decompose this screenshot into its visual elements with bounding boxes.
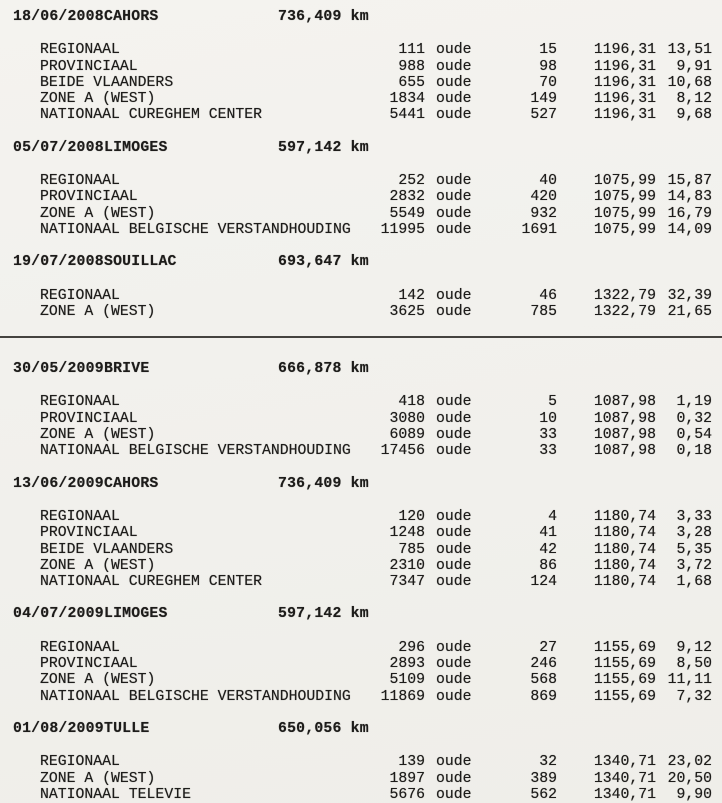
result-birds-unit: oude bbox=[436, 427, 472, 444]
result-birds-count: 11869 bbox=[380, 688, 425, 705]
result-birds-count: 3625 bbox=[389, 303, 425, 320]
race-rows bbox=[0, 640, 722, 705]
result-prizes: 32 bbox=[539, 754, 557, 771]
result-row bbox=[0, 107, 722, 123]
race-date: 19/07/2008 bbox=[13, 254, 104, 271]
result-birds-count: 655 bbox=[398, 74, 425, 91]
race-distance: 650,056 km bbox=[278, 720, 369, 737]
race-block bbox=[0, 361, 722, 459]
result-prizes: 27 bbox=[539, 639, 557, 656]
result-birds-count: 5109 bbox=[389, 672, 425, 689]
result-coefficient: 9,91 bbox=[676, 58, 712, 75]
result-coefficient: 8,12 bbox=[676, 91, 712, 108]
result-speed: 1075,99 bbox=[593, 205, 656, 222]
result-level: REGIONAAL bbox=[40, 639, 120, 656]
result-speed: 1155,69 bbox=[593, 639, 656, 656]
result-birds-count: 142 bbox=[398, 287, 425, 304]
result-speed: 1322,79 bbox=[593, 303, 656, 320]
result-row bbox=[0, 42, 722, 58]
result-level: NATIONAAL CUREGHEM CENTER bbox=[40, 574, 262, 591]
result-level: ZONE A (WEST) bbox=[40, 427, 156, 444]
result-prizes: 527 bbox=[530, 107, 557, 124]
race-header bbox=[0, 361, 722, 377]
race-header bbox=[0, 254, 722, 270]
result-birds-unit: oude bbox=[436, 221, 472, 238]
race-block bbox=[0, 476, 722, 591]
result-coefficient: 14,09 bbox=[667, 221, 712, 238]
race-header bbox=[0, 9, 722, 25]
result-speed: 1180,74 bbox=[593, 574, 656, 591]
result-coefficient: 32,39 bbox=[667, 287, 712, 304]
result-birds-count: 5441 bbox=[389, 107, 425, 124]
result-speed: 1155,69 bbox=[593, 688, 656, 705]
result-coefficient: 5,35 bbox=[676, 541, 712, 558]
result-level: REGIONAAL bbox=[40, 754, 120, 771]
result-prizes: 70 bbox=[539, 74, 557, 91]
result-coefficient: 1,19 bbox=[676, 394, 712, 411]
result-speed: 1075,99 bbox=[593, 189, 656, 206]
race-location: SOUILLAC bbox=[104, 254, 177, 271]
race-distance: 597,142 km bbox=[278, 606, 369, 623]
result-level: ZONE A (WEST) bbox=[40, 672, 156, 689]
result-prizes: 389 bbox=[530, 770, 557, 787]
result-speed: 1340,71 bbox=[593, 786, 656, 803]
result-birds-unit: oude bbox=[436, 557, 472, 574]
result-coefficient: 16,79 bbox=[667, 205, 712, 222]
result-birds-unit: oude bbox=[436, 508, 472, 525]
result-birds-unit: oude bbox=[436, 287, 472, 304]
result-coefficient: 15,87 bbox=[667, 173, 712, 190]
result-level: BEIDE VLAANDERS bbox=[40, 541, 174, 558]
result-prizes: 932 bbox=[530, 205, 557, 222]
result-level: REGIONAAL bbox=[40, 173, 120, 190]
result-birds-count: 785 bbox=[398, 541, 425, 558]
result-birds-count: 2310 bbox=[389, 557, 425, 574]
result-row bbox=[0, 59, 722, 75]
result-row bbox=[0, 787, 722, 803]
result-speed: 1075,99 bbox=[593, 173, 656, 190]
result-level: PROVINCIAAL bbox=[40, 656, 138, 673]
result-birds-unit: oude bbox=[436, 42, 472, 59]
result-coefficient: 11,11 bbox=[667, 672, 712, 689]
result-birds-unit: oude bbox=[436, 91, 472, 108]
result-birds-count: 296 bbox=[398, 639, 425, 656]
result-prizes: 40 bbox=[539, 173, 557, 190]
result-birds-count: 252 bbox=[398, 173, 425, 190]
race-block bbox=[0, 721, 722, 803]
result-coefficient: 10,68 bbox=[667, 74, 712, 91]
result-level: REGIONAAL bbox=[40, 287, 120, 304]
result-birds-count: 5549 bbox=[389, 205, 425, 222]
result-speed: 1087,98 bbox=[593, 443, 656, 460]
result-level: REGIONAAL bbox=[40, 42, 120, 59]
result-birds-count: 6089 bbox=[389, 427, 425, 444]
race-date: 13/06/2009 bbox=[13, 475, 104, 492]
result-row bbox=[0, 754, 722, 770]
result-coefficient: 13,51 bbox=[667, 42, 712, 59]
result-birds-count: 988 bbox=[398, 58, 425, 75]
result-row bbox=[0, 304, 722, 320]
result-birds-unit: oude bbox=[436, 786, 472, 803]
result-row bbox=[0, 394, 722, 410]
result-row bbox=[0, 640, 722, 656]
result-prizes: 15 bbox=[539, 42, 557, 59]
race-location: BRIVE bbox=[104, 361, 150, 378]
race-header bbox=[0, 476, 722, 492]
result-birds-unit: oude bbox=[436, 754, 472, 771]
result-birds-unit: oude bbox=[436, 303, 472, 320]
result-speed: 1087,98 bbox=[593, 394, 656, 411]
result-coefficient: 9,68 bbox=[676, 107, 712, 124]
race-location: CAHORS bbox=[104, 9, 159, 25]
result-coefficient: 0,54 bbox=[676, 427, 712, 444]
result-prizes: 869 bbox=[530, 688, 557, 705]
result-coefficient: 14,83 bbox=[667, 189, 712, 206]
race-rows bbox=[0, 509, 722, 590]
result-birds-count: 7347 bbox=[389, 574, 425, 591]
result-level: ZONE A (WEST) bbox=[40, 205, 156, 222]
result-birds-count: 5676 bbox=[389, 786, 425, 803]
result-birds-count: 111 bbox=[398, 42, 425, 59]
result-prizes: 41 bbox=[539, 525, 557, 542]
result-row bbox=[0, 771, 722, 787]
result-coefficient: 3,33 bbox=[676, 508, 712, 525]
result-speed: 1155,69 bbox=[593, 656, 656, 673]
result-birds-unit: oude bbox=[436, 574, 472, 591]
race-distance: 736,409 km bbox=[278, 9, 369, 25]
result-prizes: 246 bbox=[530, 656, 557, 673]
race-distance: 666,878 km bbox=[278, 361, 369, 378]
result-speed: 1180,74 bbox=[593, 508, 656, 525]
result-level: PROVINCIAAL bbox=[40, 525, 138, 542]
result-coefficient: 1,68 bbox=[676, 574, 712, 591]
result-prizes: 124 bbox=[530, 574, 557, 591]
race-distance: 693,647 km bbox=[278, 254, 369, 271]
result-row bbox=[0, 206, 722, 222]
result-coefficient: 7,32 bbox=[676, 688, 712, 705]
result-speed: 1340,71 bbox=[593, 754, 656, 771]
result-row bbox=[0, 91, 722, 107]
result-birds-unit: oude bbox=[436, 656, 472, 673]
result-birds-count: 3080 bbox=[389, 410, 425, 427]
result-coefficient: 3,28 bbox=[676, 525, 712, 542]
result-coefficient: 8,50 bbox=[676, 656, 712, 673]
race-header bbox=[0, 721, 722, 737]
result-birds-unit: oude bbox=[436, 688, 472, 705]
result-coefficient: 0,32 bbox=[676, 410, 712, 427]
result-speed: 1180,74 bbox=[593, 541, 656, 558]
result-birds-count: 17456 bbox=[380, 443, 425, 460]
result-birds-unit: oude bbox=[436, 394, 472, 411]
result-row bbox=[0, 173, 722, 189]
result-row bbox=[0, 75, 722, 91]
result-row bbox=[0, 189, 722, 205]
result-speed: 1180,74 bbox=[593, 557, 656, 574]
result-speed: 1196,31 bbox=[593, 91, 656, 108]
result-row bbox=[0, 509, 722, 525]
result-prizes: 420 bbox=[530, 189, 557, 206]
result-prizes: 33 bbox=[539, 427, 557, 444]
result-coefficient: 9,90 bbox=[676, 786, 712, 803]
result-level: NATIONAAL CUREGHEM CENTER bbox=[40, 107, 262, 124]
result-birds-count: 120 bbox=[398, 508, 425, 525]
result-speed: 1196,31 bbox=[593, 42, 656, 59]
result-prizes: 785 bbox=[530, 303, 557, 320]
result-prizes: 98 bbox=[539, 58, 557, 75]
result-row bbox=[0, 411, 722, 427]
result-row bbox=[0, 222, 722, 238]
result-speed: 1322,79 bbox=[593, 287, 656, 304]
race-rows bbox=[0, 394, 722, 459]
race-date: 04/07/2009 bbox=[13, 606, 104, 623]
result-prizes: 42 bbox=[539, 541, 557, 558]
result-birds-unit: oude bbox=[436, 525, 472, 542]
race-date: 30/05/2009 bbox=[13, 361, 104, 378]
result-birds-unit: oude bbox=[436, 672, 472, 689]
result-speed: 1087,98 bbox=[593, 410, 656, 427]
result-speed: 1196,31 bbox=[593, 58, 656, 75]
result-prizes: 568 bbox=[530, 672, 557, 689]
race-rows bbox=[0, 42, 722, 123]
result-level: NATIONAAL BELGISCHE VERSTANDHOUDING bbox=[40, 688, 351, 705]
result-birds-count: 11995 bbox=[380, 221, 425, 238]
race-distance: 597,142 km bbox=[278, 139, 369, 156]
result-birds-unit: oude bbox=[436, 107, 472, 124]
result-birds-count: 139 bbox=[398, 754, 425, 771]
result-prizes: 4 bbox=[548, 508, 557, 525]
result-birds-unit: oude bbox=[436, 205, 472, 222]
result-birds-unit: oude bbox=[436, 410, 472, 427]
result-birds-unit: oude bbox=[436, 173, 472, 190]
result-prizes: 10 bbox=[539, 410, 557, 427]
result-birds-count: 2893 bbox=[389, 656, 425, 673]
result-birds-count: 1834 bbox=[389, 91, 425, 108]
result-speed: 1180,74 bbox=[593, 525, 656, 542]
result-birds-unit: oude bbox=[436, 74, 472, 91]
result-speed: 1340,71 bbox=[593, 770, 656, 787]
result-level: PROVINCIAAL bbox=[40, 410, 138, 427]
result-birds-count: 2832 bbox=[389, 189, 425, 206]
result-coefficient: 21,65 bbox=[667, 303, 712, 320]
result-prizes: 33 bbox=[539, 443, 557, 460]
result-coefficient: 9,12 bbox=[676, 639, 712, 656]
race-header bbox=[0, 140, 722, 156]
result-level: ZONE A (WEST) bbox=[40, 557, 156, 574]
result-birds-count: 1897 bbox=[389, 770, 425, 787]
result-speed: 1196,31 bbox=[593, 74, 656, 91]
result-coefficient: 3,72 bbox=[676, 557, 712, 574]
race-block bbox=[0, 606, 722, 704]
race-date: 18/06/2008 bbox=[13, 9, 104, 25]
race-header bbox=[0, 606, 722, 622]
race-date: 05/07/2008 bbox=[13, 139, 104, 156]
race-rows bbox=[0, 288, 722, 321]
race-rows bbox=[0, 173, 722, 238]
result-birds-count: 418 bbox=[398, 394, 425, 411]
race-location: LIMOGES bbox=[104, 606, 168, 623]
result-birds-unit: oude bbox=[436, 58, 472, 75]
result-row bbox=[0, 689, 722, 705]
result-level: REGIONAAL bbox=[40, 394, 120, 411]
result-speed: 1087,98 bbox=[593, 427, 656, 444]
result-birds-unit: oude bbox=[436, 189, 472, 206]
race-block bbox=[0, 9, 722, 124]
race-location: TULLE bbox=[104, 720, 150, 737]
result-prizes: 562 bbox=[530, 786, 557, 803]
result-birds-unit: oude bbox=[436, 639, 472, 656]
result-level: ZONE A (WEST) bbox=[40, 303, 156, 320]
result-level: PROVINCIAAL bbox=[40, 58, 138, 75]
result-prizes: 149 bbox=[530, 91, 557, 108]
result-coefficient: 20,50 bbox=[667, 770, 712, 787]
result-row bbox=[0, 443, 722, 459]
result-prizes: 46 bbox=[539, 287, 557, 304]
result-birds-unit: oude bbox=[436, 443, 472, 460]
race-date: 01/08/2009 bbox=[13, 720, 104, 737]
race-location: LIMOGES bbox=[104, 139, 168, 156]
section-divider bbox=[0, 336, 722, 338]
result-level: PROVINCIAAL bbox=[40, 189, 138, 206]
race-block bbox=[0, 140, 722, 238]
result-birds-unit: oude bbox=[436, 541, 472, 558]
race-location: CAHORS bbox=[104, 475, 159, 492]
result-level: REGIONAAL bbox=[40, 508, 120, 525]
result-birds-count: 1248 bbox=[389, 525, 425, 542]
result-level: BEIDE VLAANDERS bbox=[40, 74, 174, 91]
result-speed: 1196,31 bbox=[593, 107, 656, 124]
result-row bbox=[0, 525, 722, 541]
race-rows bbox=[0, 754, 722, 803]
result-coefficient: 23,02 bbox=[667, 754, 712, 771]
result-row bbox=[0, 288, 722, 304]
result-level: NATIONAAL BELGISCHE VERSTANDHOUDING bbox=[40, 443, 351, 460]
result-row bbox=[0, 656, 722, 672]
result-row bbox=[0, 542, 722, 558]
result-speed: 1075,99 bbox=[593, 221, 656, 238]
result-level: NATIONAAL BELGISCHE VERSTANDHOUDING bbox=[40, 221, 351, 238]
result-birds-unit: oude bbox=[436, 770, 472, 787]
result-row bbox=[0, 672, 722, 688]
result-prizes: 1691 bbox=[521, 221, 557, 238]
result-coefficient: 0,18 bbox=[676, 443, 712, 460]
result-prizes: 5 bbox=[548, 394, 557, 411]
result-level: ZONE A (WEST) bbox=[40, 91, 156, 108]
result-row bbox=[0, 558, 722, 574]
result-row bbox=[0, 427, 722, 443]
result-prizes: 86 bbox=[539, 557, 557, 574]
result-speed: 1155,69 bbox=[593, 672, 656, 689]
result-level: NATIONAAL TELEVIE bbox=[40, 786, 191, 803]
race-distance: 736,409 km bbox=[278, 475, 369, 492]
result-row bbox=[0, 574, 722, 590]
race-block bbox=[0, 254, 722, 320]
result-level: ZONE A (WEST) bbox=[40, 770, 156, 787]
